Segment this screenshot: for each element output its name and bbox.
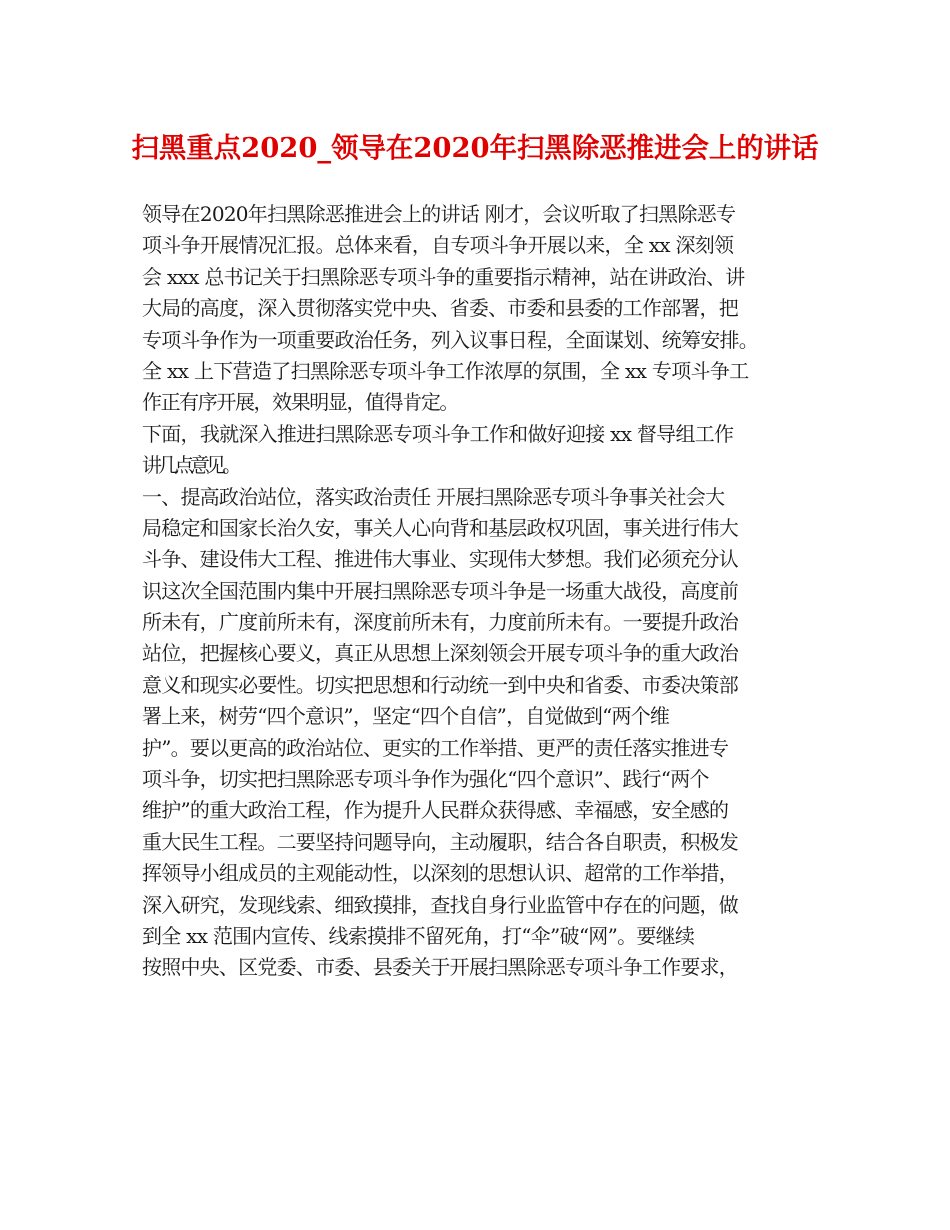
body-line: 项斗争，切实把扫黑除恶专项斗争作为强化“四个意识”、践行“两个 xyxy=(142,767,709,792)
body-line: 项斗争开展情况汇报。总体来看，自专项斗争开展以来，全 xx 深刻领 xyxy=(142,233,734,258)
body-line: 按照中央、区党委、市委、县委关于开展扫黑除恶专项斗争工作要求， xyxy=(142,955,738,980)
body-line: 重大民生工程。二要坚持问题导向，主动履职，结合各自职责，积极发 xyxy=(142,829,738,854)
body-line: 全 xx 上下营造了扫黑除恶专项斗争工作浓厚的氛围，全 xx 专项斗争工 xyxy=(142,358,749,383)
body-line: 一、提高政治站位，落实政治责任 开展扫黑除恶专项斗争事关社会大 xyxy=(142,484,725,509)
body-line: 到全 xx 范围内宣传、线索摸排不留死角，打“伞”破“网”。要继续 xyxy=(142,923,695,948)
body-line: 专项斗争作为一项重要政治任务，列入议事日程，全面谋划、统筹安排。 xyxy=(142,327,758,352)
body-line: 挥领导小组成员的主观能动性，以深刻的思想认识、超常的工作举措， xyxy=(142,861,738,886)
body-line: 署上来，树劳“四个意识”，坚定“四个自信”，自觉做到“两个维 xyxy=(142,704,670,729)
body-line: 深入研究，发现线索、细致摸排，查找自身行业监管中存在的问题，做 xyxy=(142,892,738,917)
body-line: 讲几点意见。 xyxy=(142,453,238,478)
body-line: 斗争、建设伟大工程、推进伟大事业、实现伟大梦想。我们必须充分认 xyxy=(142,547,738,572)
body-line: 识这次全国范围内集中开展扫黑除恶专项斗争是一场重大战役，高度前 xyxy=(142,578,738,603)
body-line: 下面，我就深入推进扫黑除恶专项斗争工作和做好迎接 xx 督导组工作 xyxy=(142,421,734,446)
body-line: 站位，把握核心要义，真正从思想上深刻领会开展专项斗争的重大政治 xyxy=(142,641,738,666)
body-line: 作正有序开展，效果明显，值得肯定。 xyxy=(142,390,458,415)
body-line: 意义和现实必要性。切实把思想和行动统一到中央和省委、市委决策部 xyxy=(142,672,738,697)
document-title: 扫黑重点2020_领导在2020年扫黑除恶推进会上的讲话 xyxy=(131,132,819,164)
body-line: 护”。要以更高的政治站位、更实的工作举措、更严的责任落实推进专 xyxy=(142,735,729,760)
body-line: 维护”的重大政治工程，作为提升人民群众获得感、幸福感，安全感的 xyxy=(142,798,729,823)
body-line: 大局的高度，深入贯彻落实党中央、省委、市委和县委的工作部署，把 xyxy=(142,296,738,321)
body-line: 会 xxx 总书记关于扫黑除恶专项斗争的重要指示精神，站在讲政治、讲 xyxy=(142,264,745,289)
document-body xyxy=(142,199,832,984)
body-line: 领导在2020年扫黑除恶推进会上的讲话 刚才，会议听取了扫黑除恶专 xyxy=(142,202,736,226)
body-line: 所未有，广度前所未有，深度前所未有，力度前所未有。一要提升政治 xyxy=(142,610,738,635)
body-line: 局稳定和国家长治久安，事关人心向背和基层政权巩固，事关进行伟大 xyxy=(142,515,738,540)
